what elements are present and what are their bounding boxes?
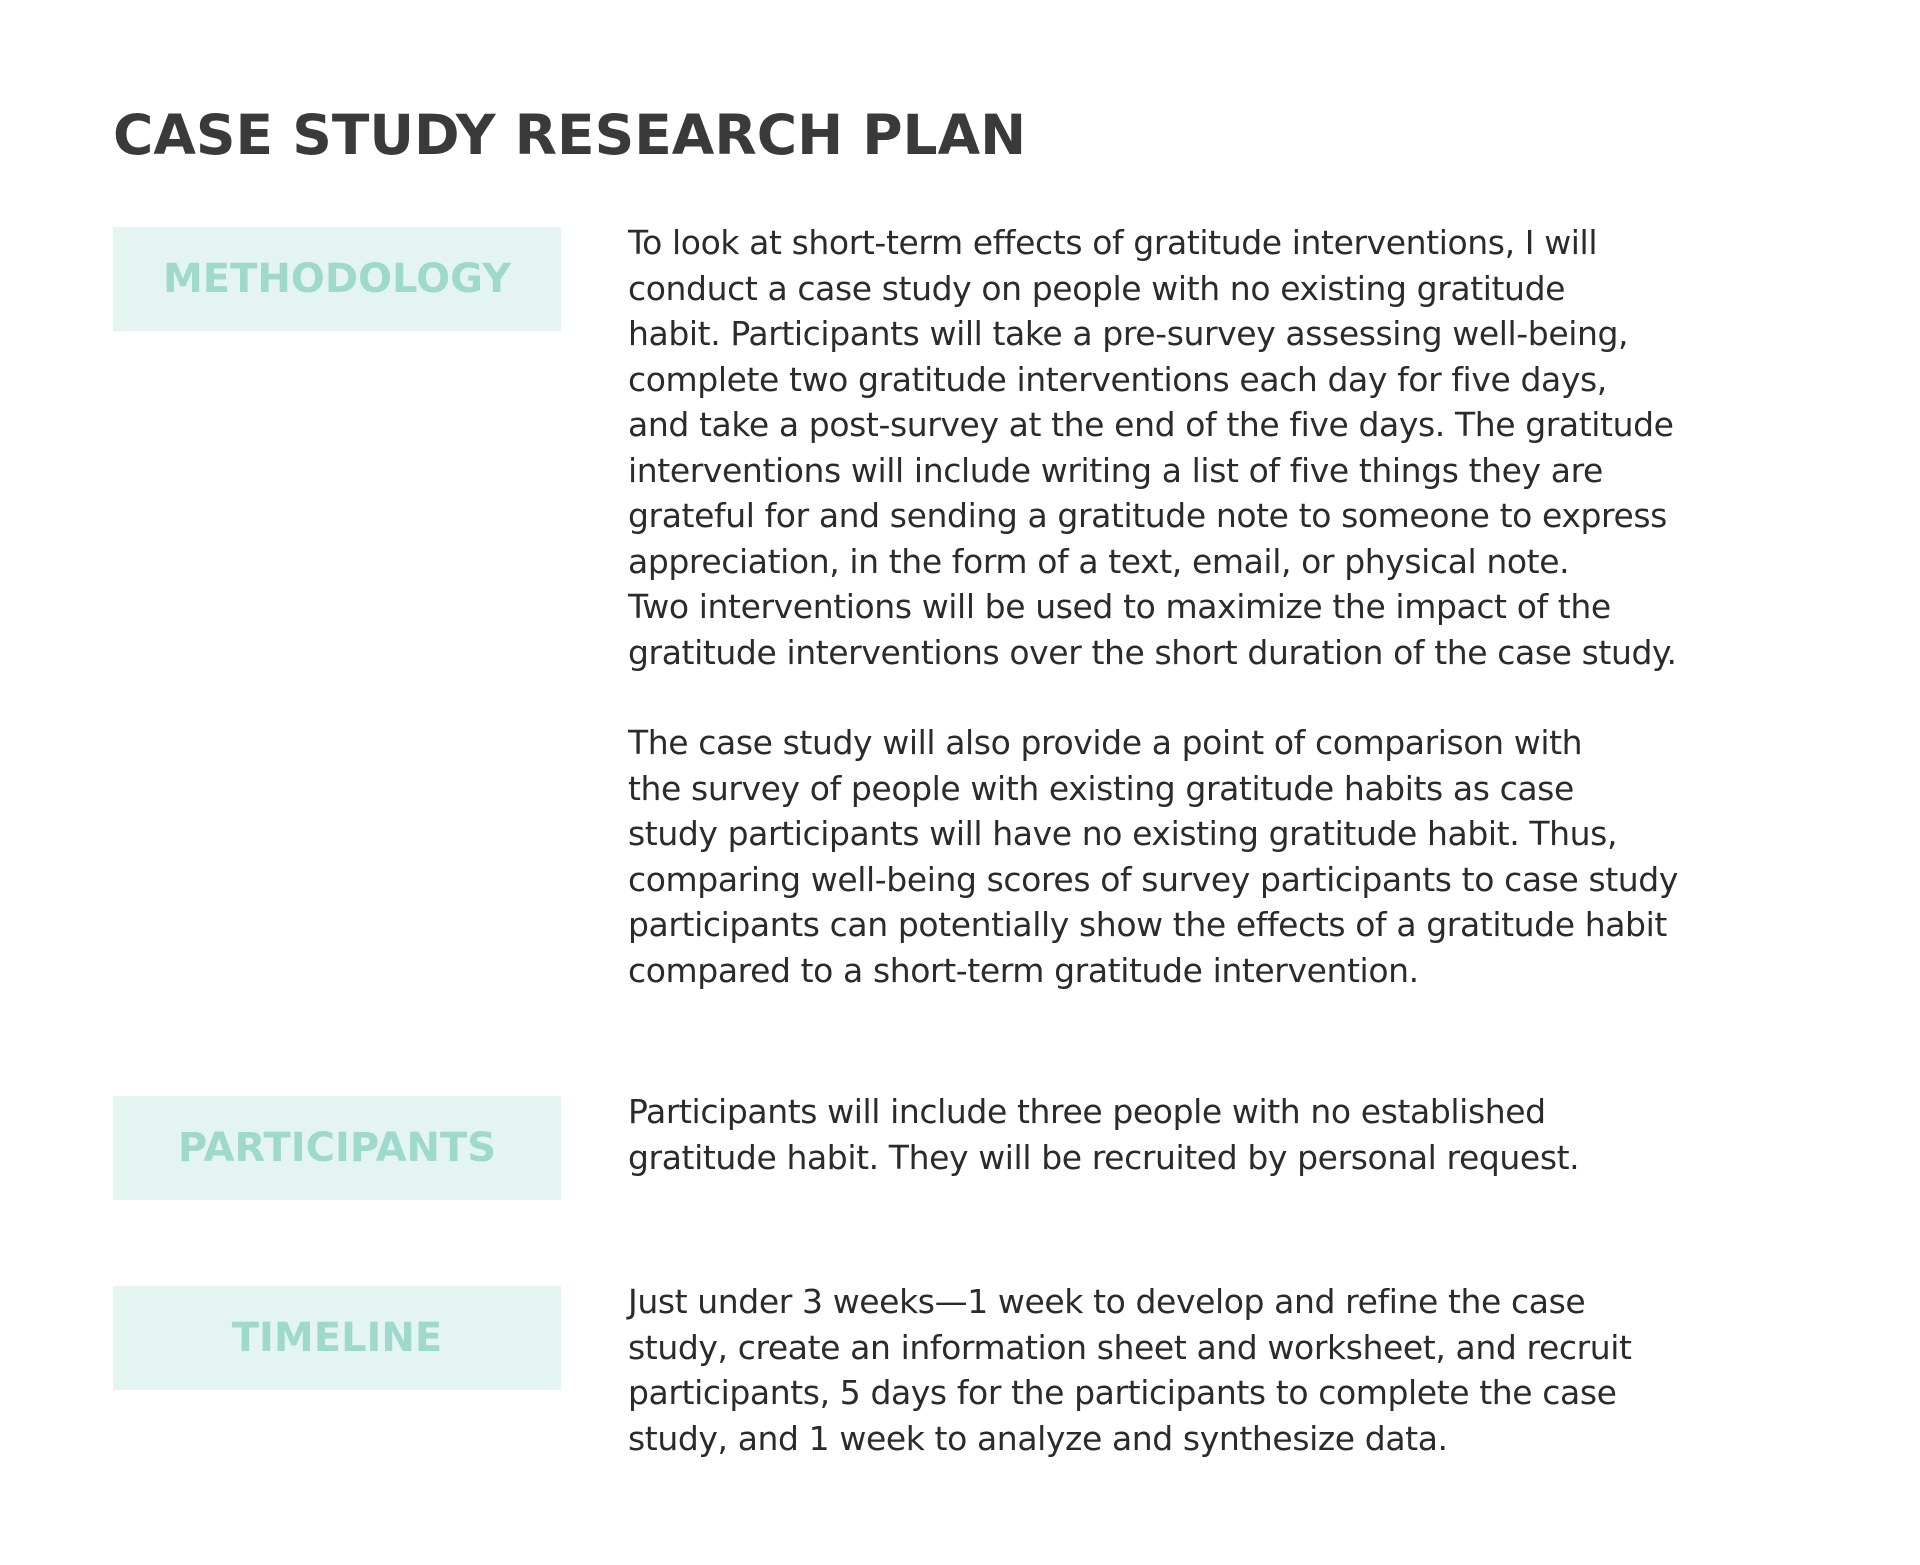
section-label-methodology [113,227,561,331]
section-label-text: PARTICIPANTS [177,1125,497,1171]
timeline-paragraph-1: Just under 3 weeks—1 week to develop and refine the case study, create an information sheet and worksheet, and recruit participants, 5 days for the participants to complete the case study, and 1 week to analyze and synthesize data. [628,1282,1632,1458]
section-label-timeline [113,1286,561,1390]
section-label-text: METHODOLOGY [162,256,512,302]
participants-paragraph-1: Participants will include three people with no established gratitude habit. They will be recruited by personal request. [628,1092,1580,1177]
methodology-paragraph-2: The case study will also provide a point of comparison with the survey of people with existing gratitude habits as case study participants will have no existing gratitude habit. Thus, comparing well-being scores of survey participants to case study participants can potentially show the effects of a gratitude habit compared to a short-term gratitude intervention. [628,723,1678,990]
section-body-methodology [628,220,1898,993]
page-title: CASE STUDY RESEARCH PLAN [113,103,1027,167]
section-label-participants [113,1096,561,1200]
section-body-participants [628,1089,1898,1180]
methodology-paragraph-1: To look at short-term effects of gratitude interventions, I will conduct a case study on people with no existing gratitude habit. Participants will take a pre-survey assessing well-being, complete two gratitude interventions each day for five days, and take a post-survey at the end of the five days. The gratitude interventions will include writing a list of five things they are grateful for and sending a gratitude note to someone to express appreciation, in the form of a text, email, or physical note. Two interventions will be used to maximize the impact of the gratitude interventions over the short duration of the case study. [628,223,1677,672]
section-body-timeline [628,1279,1898,1461]
section-label-text: TIMELINE [231,1315,443,1361]
